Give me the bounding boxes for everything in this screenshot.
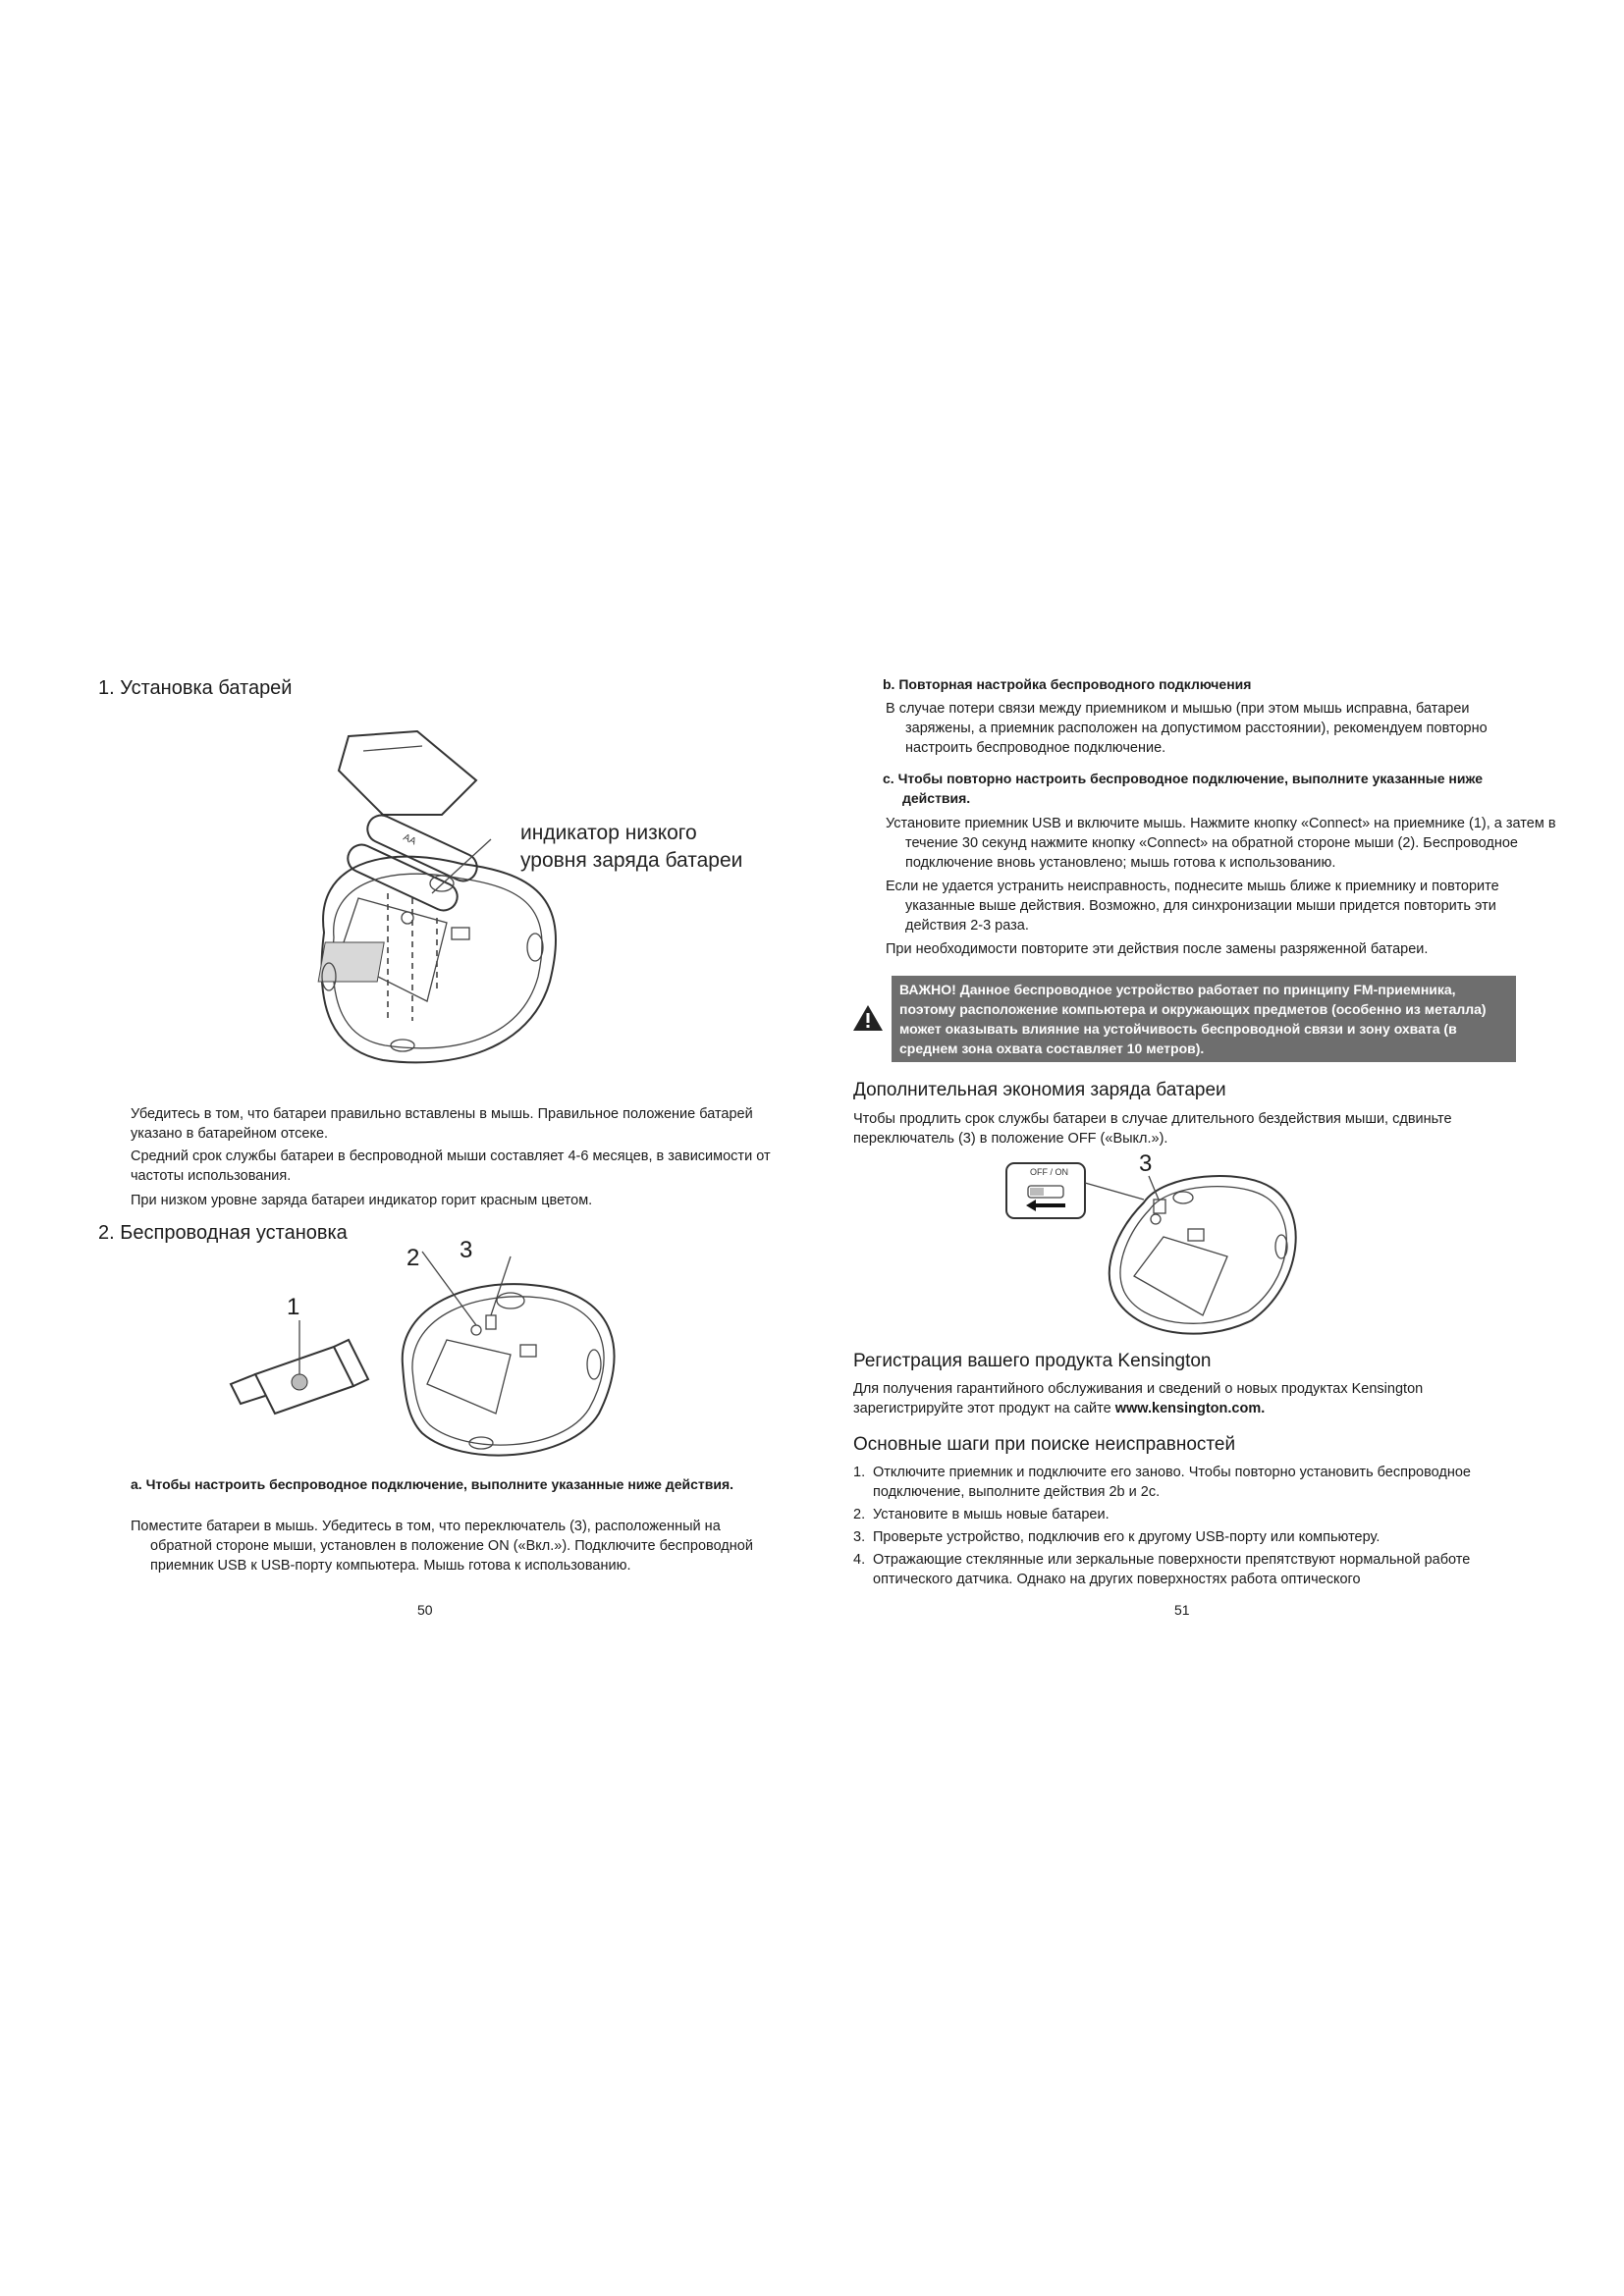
step-c-text2: Если не удается устранить неисправность, поднесите мышь ближе к приемнику и повторите указанные выше действия. Возможно, для синхронизации мыши придется повторить эти действия 2-3 раза. <box>886 879 1499 934</box>
registration-title: Регистрация вашего продукта Kensington <box>853 1351 1212 1371</box>
warning-box: ВАЖНО! Данное беспроводное устройство работает по принципу FM-приемника, поэтому расположение компьютера и окружающих предметов (особенно из металла) может оказывать влияние на устойчивость беспроводной связи и зону охвата (в среднем зона охвата составляет 10 метров). <box>892 976 1516 1062</box>
list-item-text: Отражающие стеклянные или зеркальные поверхности препятствуют нормальной работе оптического датчика. Однако на других поверхностях работа оптического <box>873 1552 1471 1587</box>
label-3-right: 3 <box>1139 1150 1153 1177</box>
list-item-text: Отключите приемник и подключите его заново. Чтобы повторно установить беспроводное подключение, выполните действия 2b и 2c. <box>873 1465 1471 1500</box>
section2-title: 2. Беспроводная установка <box>98 1222 348 1244</box>
step-a-title: a. Чтобы настроить беспроводное подключение, выполните указанные ниже действия. <box>131 1476 734 1492</box>
step-b-title: b. Повторная настройка беспроводного подключения <box>883 676 1252 692</box>
label-1: 1 <box>287 1294 300 1320</box>
section1-title: 1. Установка батарей <box>98 677 293 699</box>
list-item <box>853 1463 1521 1502</box>
troubleshoot-list <box>853 1463 1521 1592</box>
step-a-text: Поместите батареи в мышь. Убедитесь в том, что переключатель (3), расположенный на обратной стороне мыши, установлен в положение ON («Вкл.»). Подключите беспроводной приемник USB к USB-порту компьютера. Мышь готова к использованию. <box>131 1519 753 1574</box>
registration-text: Для получения гарантийного обслуживания и сведений о новых продуктах Kensington зарегистрируйте этот продукт на сайте <box>853 1381 1424 1416</box>
list-item <box>853 1550 1521 1589</box>
registration-paragraph <box>853 1379 1491 1418</box>
low-battery-callout <box>520 820 742 875</box>
page-number-left: 50 <box>417 1602 433 1618</box>
list-item <box>853 1527 1521 1547</box>
callout-line-2: уровня заряда батареи <box>520 849 743 872</box>
para-battery-life: Средний срок службы батареи в беспроводной мыши составляет 4-6 месяцев, в зависимости от частоты использования. <box>131 1148 771 1184</box>
battery-label: AA <box>401 831 418 848</box>
callout-line-1: индикатор низкого <box>520 822 697 844</box>
para-battery-position: Убедитесь в том, что батареи правильно вставлены в мышь. Правильное положение батарей указано в батарейном отсеке. <box>131 1106 753 1142</box>
list-item-text: Установите в мышь новые батареи. <box>873 1507 1110 1522</box>
list-item-num: 4. <box>853 1552 866 1568</box>
step-c-title: c. Чтобы повторно настроить беспроводное подключение, выполните указанные ниже действия. <box>883 771 1484 806</box>
list-item <box>853 1505 1521 1524</box>
switch-illustration <box>1006 1158 1301 1340</box>
step-b-text: В случае потери связи между приемником и мышью (при этом мышь исправна, батареи заряжены, а приемник расположен на допустимом расстоянии), рекомендуем повторно настроить беспроводное подключение. <box>886 701 1488 756</box>
list-item-num: 2. <box>853 1507 866 1522</box>
registration-link[interactable]: www.kensington.com. <box>1114 1401 1266 1416</box>
para-low-battery: При низком уровне заряда батареи индикатор горит красным цветом. <box>131 1193 593 1208</box>
wireless-installation-illustration <box>216 1276 628 1453</box>
page-number-right: 51 <box>1174 1602 1190 1618</box>
list-item-num: 3. <box>853 1529 866 1545</box>
list-item-text: Проверьте устройство, подключив его к другому USB-порту или компьютеру. <box>873 1529 1380 1545</box>
step-c-text: Установите приемник USB и включите мышь. Нажмите кнопку «Connect» на приемнике (1), а затем в течение 30 секунд нажмите кнопку «Connect» на обратной стороне мыши (2). Беспроводное подключение вновь установлено; мышь готова к использованию. <box>886 816 1556 871</box>
label-2: 2 <box>406 1245 420 1271</box>
list-item-num: 1. <box>853 1465 866 1480</box>
troubleshoot-title: Основные шаги при поиске неисправностей <box>853 1434 1236 1455</box>
step-c-text3: При необходимости повторите эти действия после замены разряженной батареи. <box>886 941 1429 957</box>
economy-title: Дополнительная экономия заряда батареи <box>853 1080 1226 1100</box>
warning-icon <box>852 1003 884 1033</box>
economy-text: Чтобы продлить срок службы батареи в случае длительного бездействия мыши, сдвиньте переключатель (3) в положение OFF («Выкл.»). <box>853 1111 1452 1147</box>
switch-label: OFF / ON <box>1030 1167 1068 1177</box>
battery-installation-illustration <box>295 726 746 1099</box>
label-3-left: 3 <box>460 1237 473 1263</box>
